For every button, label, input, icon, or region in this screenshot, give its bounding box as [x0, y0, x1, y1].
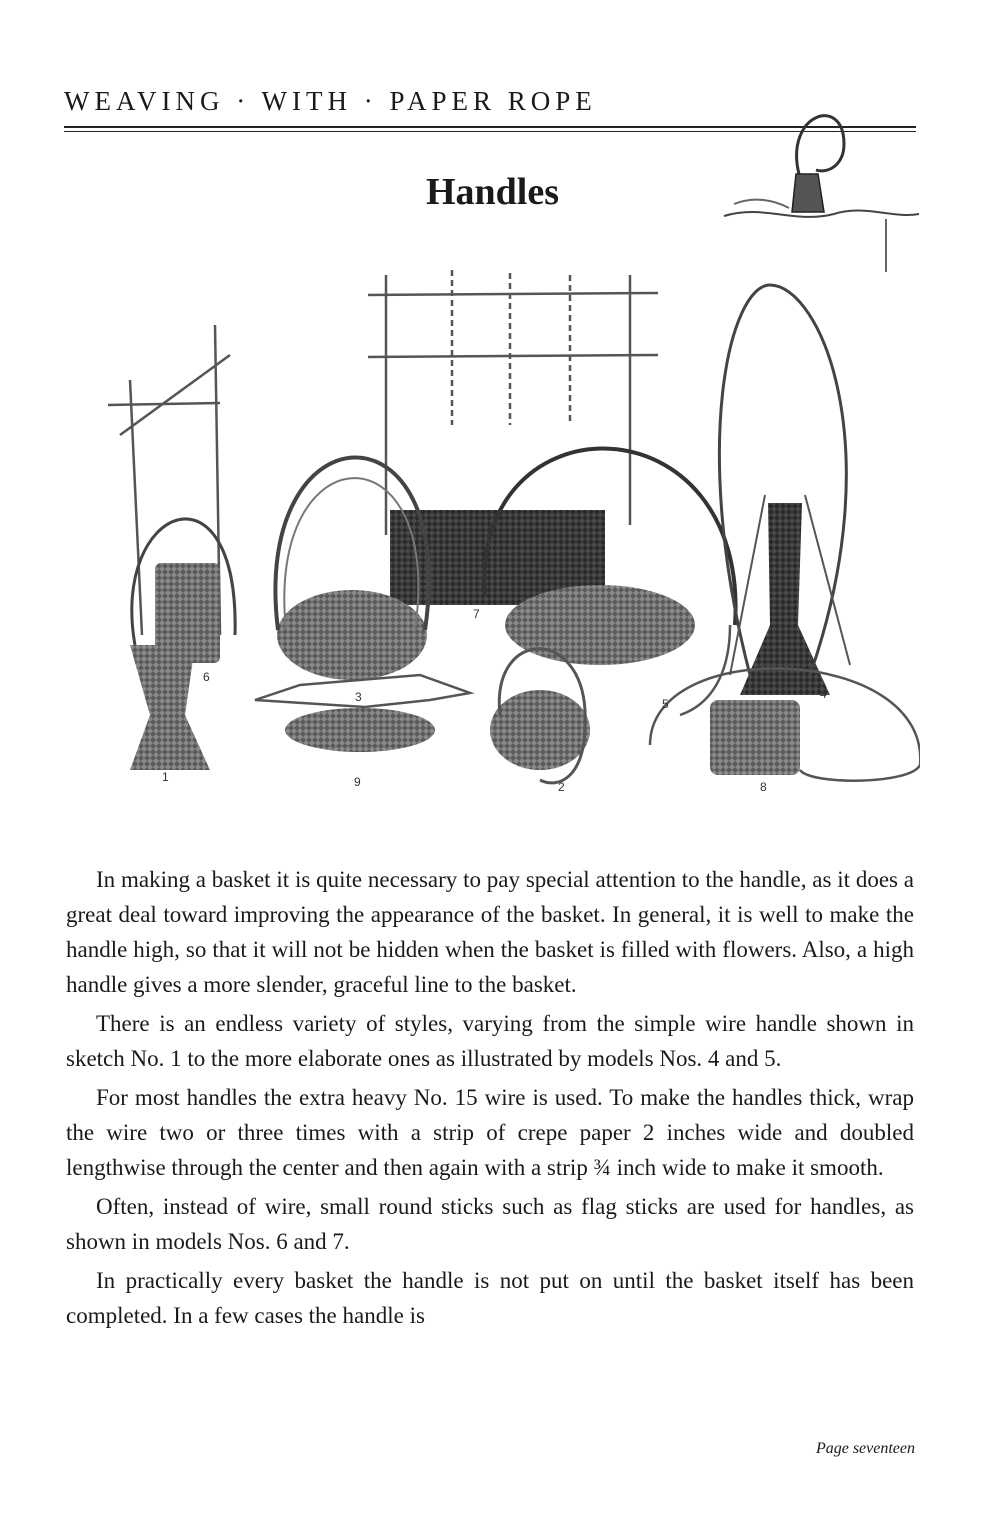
figure-number: 4 — [820, 687, 827, 701]
running-head — [64, 86, 924, 146]
baskets-photo — [90, 245, 920, 805]
figure-number: 1 — [162, 770, 169, 784]
figure-number: 8 — [760, 780, 767, 794]
paragraph: Often, instead of wire, small round sticks such as flag sticks are used for handles, as shown in models Nos. 6 and 7. — [66, 1194, 914, 1254]
paragraph: In practically every basket the handle is not put on until the basket itself has been completed. In a few cases the handle is — [66, 1268, 914, 1328]
paragraph: For most handles the extra heavy No. 15 wire is used. To make the handles thick, wrap the wire two or three times with a strip of crepe paper 2 inches wide and doubled lengthwise through the center and then again with a strip ¾ inch wide to make it smooth. — [66, 1085, 914, 1180]
page-number: Page seventeen — [815, 1440, 915, 1457]
running-head-title: WEAVING · WITH · PAPER ROPE — [64, 86, 597, 116]
basket-illustration — [90, 245, 920, 805]
figure-number: 7 — [473, 607, 480, 621]
paragraph: In making a basket it is quite necessary to pay special attention to the handle, as it does a great deal toward improving the appearance of the basket. In general, it is well to make the handle high, so that it will not be hidden when the basket is filled with flowers. Also, a high handle gives a more slender, graceful line to the basket. — [66, 867, 914, 997]
figure-number: 5 — [662, 697, 669, 711]
body-text — [66, 862, 914, 1337]
page-title: Handles — [425, 171, 560, 213]
figure-number: 6 — [203, 670, 210, 684]
figure-number: 3 — [355, 690, 362, 704]
figure-number: 9 — [354, 775, 361, 789]
figure-number: 2 — [558, 780, 565, 794]
paragraph: There is an endless variety of styles, varying from the simple wire handle shown in sketch No. 1 to the more elaborate ones as illustrated by models Nos. 4 and 5. — [66, 1011, 914, 1071]
